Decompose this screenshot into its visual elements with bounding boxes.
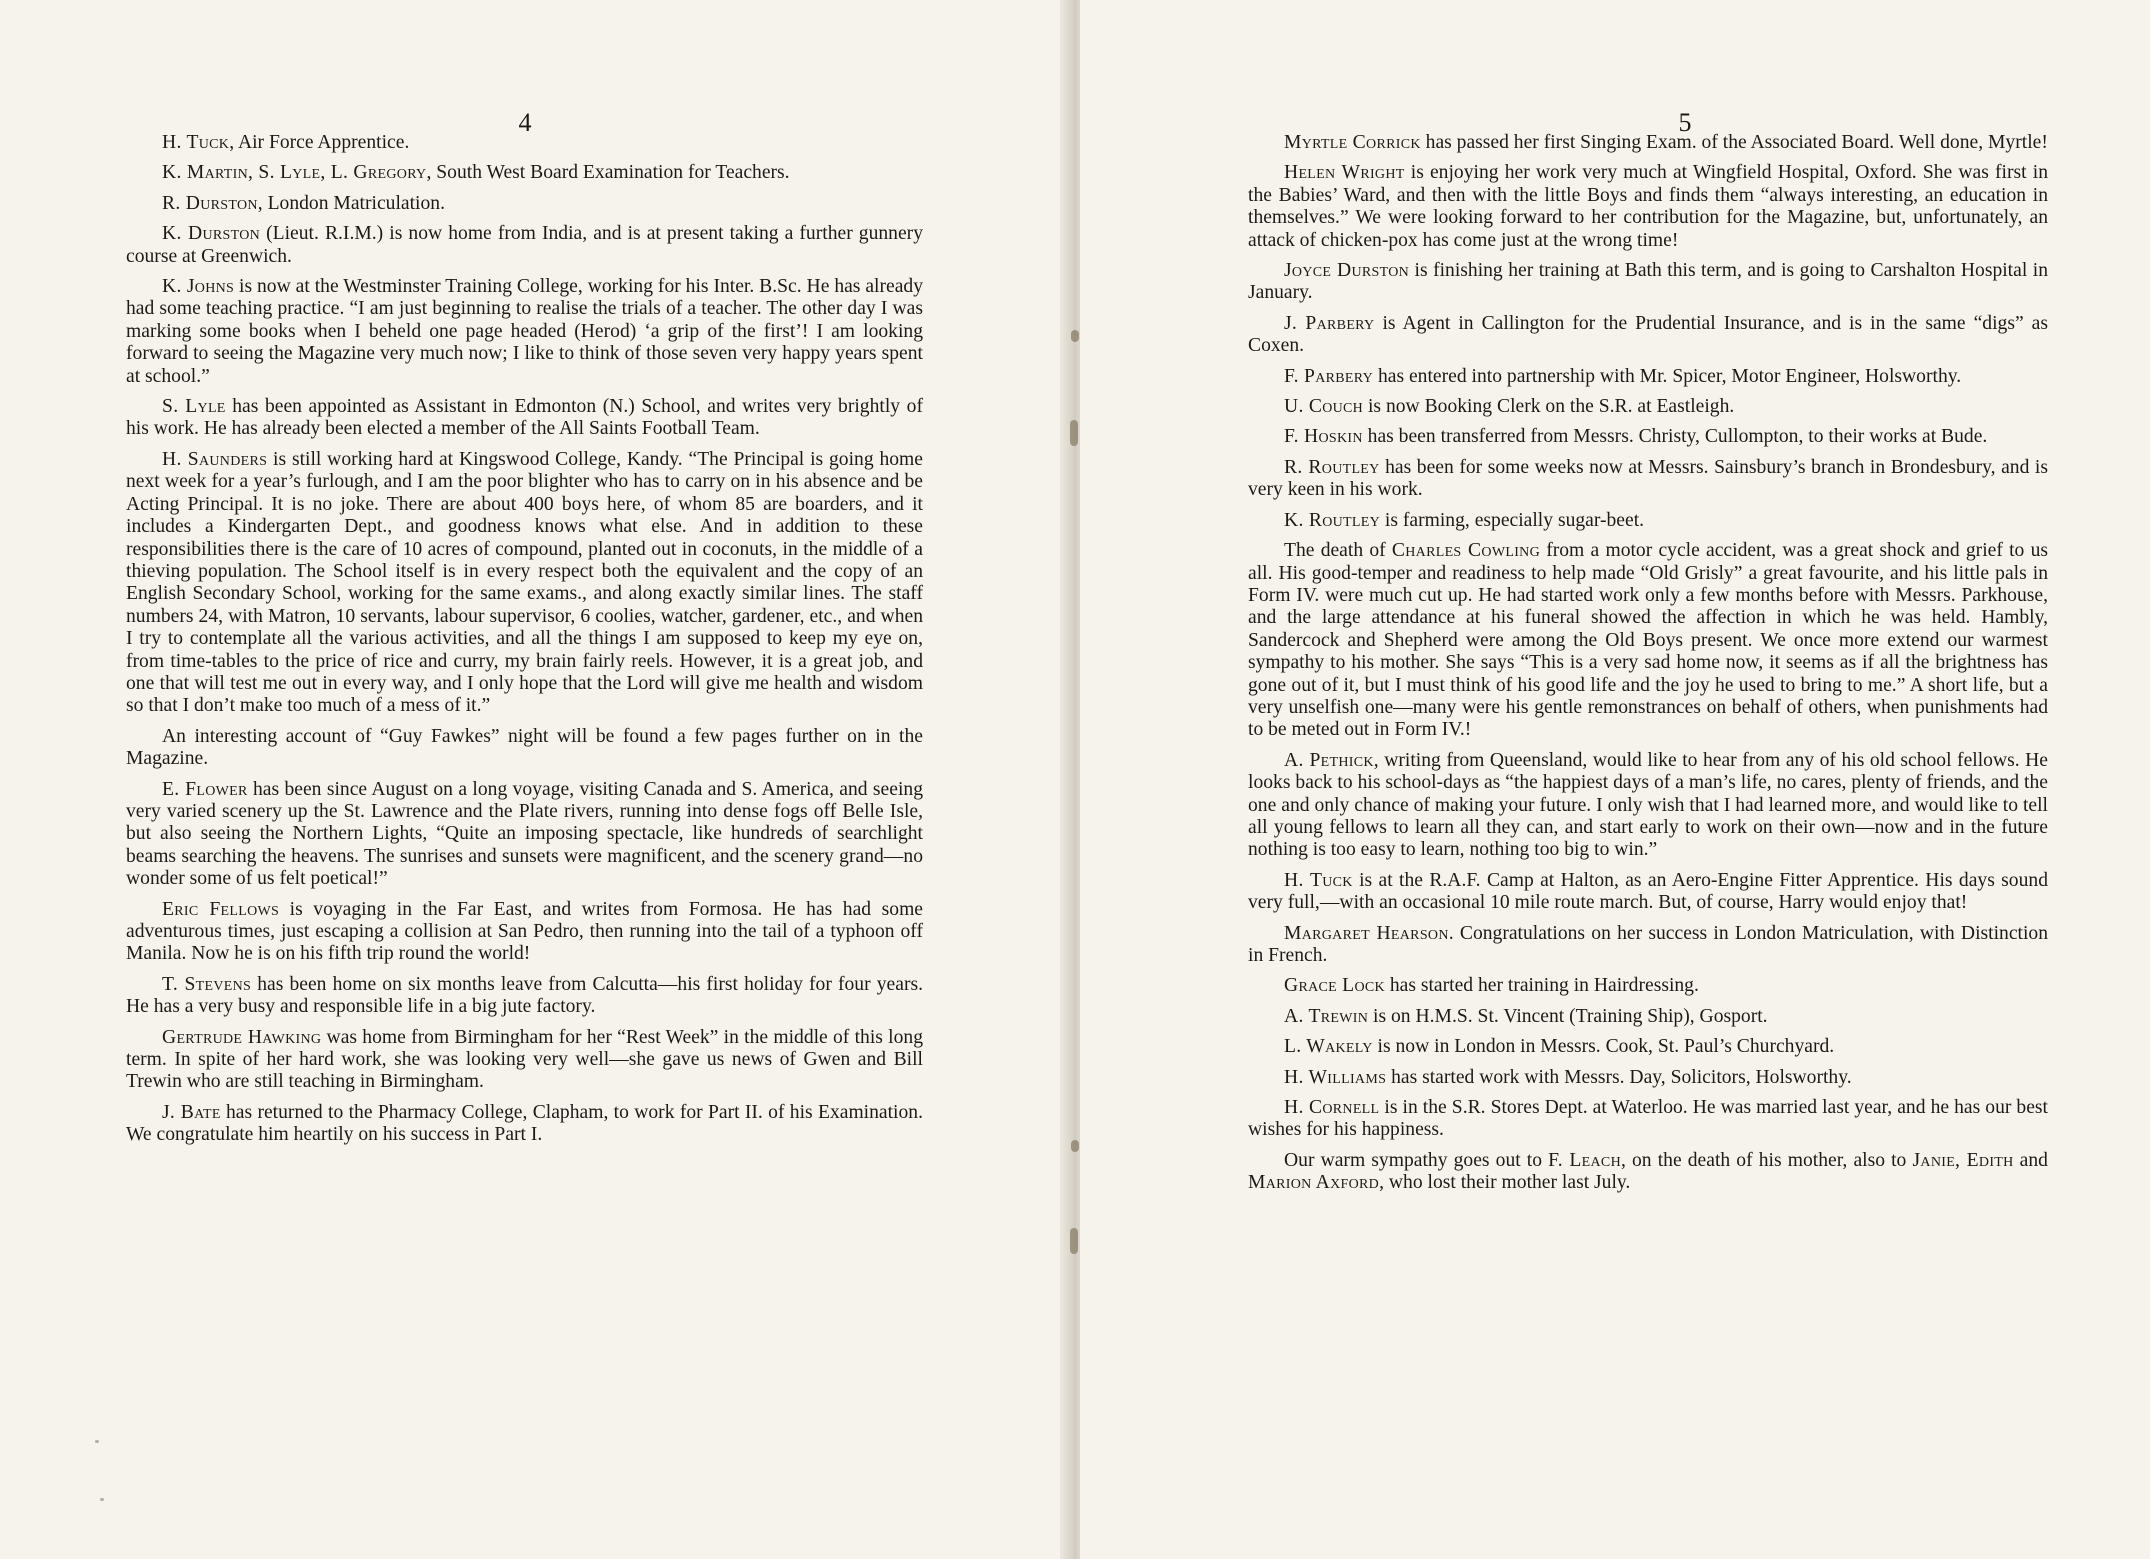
paragraph-text: is in the S.R. Stores Dept. at Waterloo. He was married last year, and he has our best wishes for his happiness. [1248, 1097, 2048, 1141]
person-name: E. Flower [162, 778, 248, 800]
person-name: Gertrude Hawking [162, 1026, 322, 1048]
person-name: J. Bate [162, 1101, 221, 1123]
person-name: Joyce Durston [1284, 260, 1410, 282]
paragraph [1248, 366, 2048, 388]
paragraph-text: , on the death of his mother, also to [1620, 1149, 1913, 1171]
page-number: 5 [1678, 108, 1692, 137]
paragraph-text: (Lieut. R.I.M.) is now home from India, and is at present taking a further gunnery course at Greenwich. [126, 223, 923, 267]
paragraph [126, 396, 923, 441]
paragraph [1248, 750, 2048, 862]
person-name: H. Saunders [162, 448, 268, 470]
person-name: H. Williams [1284, 1066, 1387, 1088]
paragraph-text: is enjoying her work very much at Wingfield Hospital, Oxford. She was first in the Babies’ Ward, and then with the little Boys and finds them “always interesting, an education in themselves.” We were looking forward to her contribution for the Magazine, but, unfortunately, an attack of chicken-pox has come just at the wrong time! [1248, 162, 2048, 251]
person-name: F. Hoskin [1284, 426, 1363, 448]
paragraph [126, 276, 923, 388]
paragraph-text: , London Matriculation. [257, 192, 445, 214]
person-name: H. Tuck [1284, 869, 1353, 891]
paragraph-text: , Air Force Apprentice. [229, 132, 410, 153]
paragraph-text: An interesting account of “Guy Fawkes” night will be found a few pages further on in the Magazine. [126, 725, 923, 770]
person-name: A. Pethick [1284, 749, 1374, 771]
binding-stain [1070, 420, 1078, 446]
person-name: H. Cornell [1284, 1097, 1380, 1119]
person-name: Myrtle Corrick [1284, 132, 1421, 153]
paragraph [126, 449, 923, 718]
paragraph-text: is still working hard at Kingswood College, Kandy. “The Principal is going home next week for a year’s furlough, and I am the poor blighter who has to carry on in his absence and be Acting Principal. It is no joke. There are about 400 boys here, of whom 85 are boarders, and it includes a Kindergarten Dept., and goodness knows what else. And in addition to these responsibilities there is the care of 10 acres of compound, planted out in coconuts, in the middle of a thieving population. The School itself is in every respect both the equivalent and the copy of an English Secondary School, working for the same exams., and along exactly similar lines. The staff numbers 24, with Matron, 10 servants, labour supervisor, 6 coolies, watcher, gardener, etc., and when I try to contemplate all the various activities, and all the things I am supposed to keep my eye on, from time-tables to the price of rice and curry, my brain fairly reels. However, it is a great job, and one that will test me out in every way, and I only hope that the Lord will give me health and wisdom so that I don’t make too much of a mess of it.” [126, 448, 923, 717]
paragraph-text: , South West Board Examination for Teachers. [426, 162, 790, 184]
person-name: Eric Fellows [162, 898, 280, 920]
paragraph-text: Our warm sympathy goes out to [1284, 1149, 1549, 1171]
paragraph-text: has been appointed as Assistant in Edmonton (N.) School, and writes very brightly of his work. He has already been elected a member of the All Saints Football Team. [126, 396, 923, 440]
paragraph [1248, 132, 2048, 154]
paper-speck [95, 1440, 99, 1443]
paragraph [126, 974, 923, 1019]
paragraph-text: has been transferred from Messrs. Christy, Cullompton, to their works at Bude. [1362, 426, 1988, 448]
paragraph-text: is Agent in Callington for the Prudential Insurance, and is in the same “digs” as Coxen. [1248, 312, 2048, 357]
paragraph-text: has returned to the Pharmacy College, Clapham, to work for Part II. of his Examination. We congratulate him heartily on his success in Part I. [126, 1101, 923, 1146]
person-name: T. Stevens [162, 973, 252, 995]
paragraph [1248, 1067, 2048, 1089]
binding-stain [1070, 1228, 1078, 1254]
paragraph-text: The death of [1284, 540, 1392, 562]
page-number: 4 [518, 108, 532, 137]
paragraph-text: has started work with Messrs. Day, Solicitors, Holsworthy. [1386, 1066, 1852, 1088]
paragraph-text: is on H.M.S. St. Vincent (Training Ship), Gosport. [1368, 1005, 1768, 1027]
binding-stain [1071, 1140, 1079, 1152]
person-name: Janie, Edith [1912, 1149, 2014, 1171]
paragraph-text: , who lost their mother last July. [1379, 1172, 1631, 1194]
paragraph [1248, 260, 2048, 305]
person-name: L. Wakely [1284, 1036, 1373, 1058]
person-name: S. Lyle [162, 396, 226, 418]
paragraph [126, 132, 923, 154]
person-name: Grace Lock [1284, 975, 1385, 997]
person-name: R. Durston [162, 192, 258, 214]
paragraph [1248, 975, 2048, 997]
paragraph [1248, 457, 2048, 502]
paragraph-text: is now at the Westminster Training College, working for his Inter. B.Sc. He has already had some teaching practice. “I am just beginning to realise the trials of a teacher. The other day I was marking some books when I beheld one page headed (Herod) ‘a grip of the first’! I am looking forward to seeing the Magazine very much now; I like to think of those seven very happy years spent at school.” [126, 276, 923, 387]
paragraph [1248, 510, 2048, 532]
paragraph [1248, 1150, 2048, 1195]
paragraph-text: has passed her first Singing Exam. of the Associated Board. Well done, Myrtle! [1420, 132, 2048, 153]
person-name: Margaret Hearson [1284, 922, 1449, 944]
paragraph [126, 726, 923, 771]
paragraph [126, 162, 923, 184]
paragraph [1248, 923, 2048, 968]
page-text [126, 132, 923, 1155]
paragraph-text: is farming, especially sugar-beet. [1380, 509, 1645, 531]
paragraph [126, 193, 923, 215]
paragraph [1248, 426, 2048, 448]
person-name: K. Routley [1284, 509, 1381, 531]
person-name: U. Couch [1284, 396, 1364, 418]
paragraph [1248, 540, 2048, 742]
paragraph [1248, 1006, 2048, 1028]
paragraph-text: is now in London in Messrs. Cook, St. Paul’s Churchyard. [1372, 1036, 1835, 1058]
paragraph-text: has started her training in Hairdressing. [1384, 975, 1699, 997]
paragraph-text: has entered into partnership with Mr. Spicer, Motor Engineer, Holsworthy. [1373, 365, 1962, 387]
paragraph-text: is finishing her training at Bath this term, and is going to Carshalton Hospital in January. [1248, 260, 2048, 304]
person-name: K. Martin, S. Lyle, L. Gregory [162, 162, 427, 184]
paragraph-text: has been since August on a long voyage, visiting Canada and S. America, and seeing very varied scenery up the St. Lawrence and the Plate rivers, running into dense fogs off Belle Isle, but also seeing the Northern Lights, “Quite an imposing spectacle, like hundreds of searchlight beams searching the heavens. The sunrises and sunsets were magnificent, and the scenery grand—no wonder some of us felt poetical!” [126, 778, 923, 890]
left-page [0, 0, 1070, 1559]
paragraph [126, 779, 923, 891]
paragraph [1248, 396, 2048, 418]
paragraph [126, 1027, 923, 1094]
paragraph-text: is now Booking Clerk on the S.R. at Eastleigh. [1363, 396, 1735, 418]
paragraph-text: and [2013, 1149, 2048, 1171]
person-name: J. Parbery [1284, 312, 1375, 334]
person-name: Charles Cowling [1391, 540, 1540, 562]
right-page [1080, 0, 2150, 1559]
paragraph [1248, 313, 2048, 358]
paragraph-text: has been home on six months leave from Calcutta—his first holiday for four years. He has a very busy and responsible life in a big jute factory. [126, 973, 923, 1018]
paragraph-text: has been for some weeks now at Messrs. Sainsbury’s branch in Brondesbury, and is very keen in his work. [1248, 456, 2049, 501]
paragraph-text: is at the R.A.F. Camp at Halton, as an Aero-Engine Fitter Apprentice. His days sound very full,—with an occasional 10 mile route march. But, of course, Harry would enjoy that! [1248, 869, 2048, 914]
paragraph-text: . Congratulations on her success in London Matriculation, with Distinction in French. [1248, 922, 2048, 966]
paragraph [126, 899, 923, 966]
paragraph-text: was home from Birmingham for her “Rest Week” in the middle of this long term. In spite of her hard work, she was looking very well—she gave us news of Gwen and Bill Trewin who are still teaching in Birmingham. [126, 1026, 924, 1093]
person-name: Marion Axford [1248, 1172, 1380, 1194]
paragraph [1248, 162, 2048, 252]
person-name: H. Tuck [162, 132, 230, 153]
paragraph [1248, 870, 2048, 915]
paragraph [126, 1102, 923, 1147]
person-name: F. Parbery [1284, 365, 1374, 387]
person-name: K. Durston [162, 223, 261, 245]
person-name: F. Leach [1548, 1149, 1621, 1171]
binding-stain [1071, 330, 1079, 342]
person-name: A. Trewin [1284, 1005, 1369, 1027]
paragraph-text: is voyaging in the Far East, and writes from Formosa. He has had some adventurous times, just escaping a collision at San Pedro, then running into the tail of a typhoon off Manila. Now he is on his fifth trip round the world! [126, 898, 924, 965]
paragraph [1248, 1036, 2048, 1058]
person-name: Helen Wright [1284, 162, 1405, 184]
person-name: R. Routley [1284, 456, 1380, 478]
paragraph-text: from a motor cycle accident, was a great shock and grief to us all. His good-temper and readiness to help made “Old Grisly” a great favourite, and his little pals in Form IV. were much cut up. He had started work only a few months before with Messrs. Parkhouse, and the large attendance at his funeral showed the affection in which he was held. Hambly, Sandercock and Shepherd were among the Old Boys present. We once more extend our warmest sympathy to his mother. She says “This is a very sad home now, it seems as if all the brightness has gone out of it, but I must think of his good life and the joy he used to bring to me.” A short life, but a very unselfish one—many were his gentle remonstrances on behalf of others, when punishments had to be meted out in Form IV.! [1248, 540, 2048, 741]
person-name: K. Johns [162, 276, 235, 298]
page-text [1248, 132, 2048, 1203]
paragraph-text: , writing from Queensland, would like to hear from any of his old school fellows. He looks back to his school-days as “the happiest days of a man’s life, no cares, plenty of friends, and the one and only chance of making your future. I only wish that I had learned more, and would like to tell all young fellows to learn all they can, and start early to work on their own—now and in the future nothing is too easy to learn, nothing too big to win.” [1248, 749, 2049, 861]
paragraph [126, 223, 923, 268]
paper-speck [100, 1498, 104, 1501]
paragraph [1248, 1097, 2048, 1142]
